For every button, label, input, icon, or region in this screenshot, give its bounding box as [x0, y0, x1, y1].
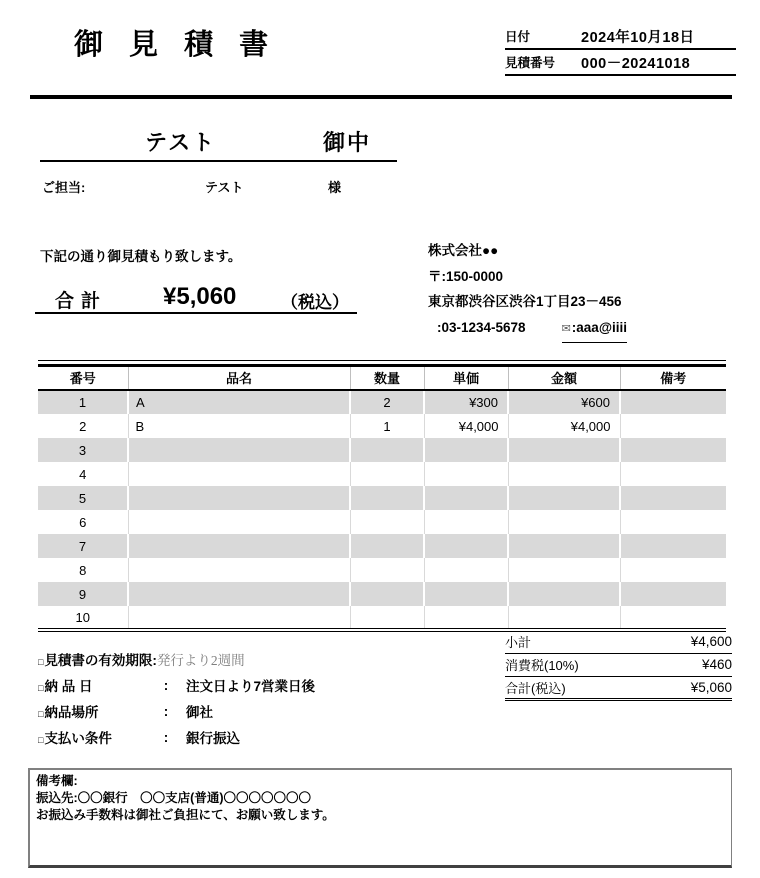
column-header: 単価 — [424, 365, 508, 390]
term-label-text: 支払い条件 — [44, 731, 112, 746]
table-row — [38, 390, 726, 414]
cell-name — [128, 438, 350, 462]
cell-qty — [350, 486, 424, 510]
cell-unit — [424, 582, 508, 606]
cell-qty: 1 — [350, 414, 424, 438]
estimate-number-label: 見積番号 — [505, 56, 556, 70]
cell-note — [620, 606, 726, 630]
cell-name — [128, 486, 350, 510]
cell-qty — [350, 534, 424, 558]
checkbox-square-icon: □ — [38, 735, 44, 745]
cell-unit: ¥4,000 — [424, 414, 508, 438]
cell-amount — [508, 486, 620, 510]
cell-note — [620, 414, 726, 438]
cell-name — [128, 534, 350, 558]
cell-qty — [350, 558, 424, 582]
cell-no: 5 — [38, 486, 128, 510]
cell-no: 9 — [38, 582, 128, 606]
table-row — [38, 510, 726, 534]
cell-amount — [508, 438, 620, 462]
cell-amount — [508, 510, 620, 534]
cell-name — [128, 558, 350, 582]
term-value: 銀行振込 — [186, 731, 240, 746]
term-label — [38, 675, 146, 695]
totals-row — [505, 677, 732, 701]
cell-qty — [350, 510, 424, 534]
term-label — [38, 701, 146, 721]
cell-unit — [424, 462, 508, 486]
cell-note — [620, 534, 726, 558]
cell-unit — [424, 606, 508, 630]
cell-unit: ¥300 — [424, 390, 508, 414]
table-row — [38, 486, 726, 510]
totals-value: ¥460 — [701, 657, 732, 673]
totals-label: 消費税(10%) — [505, 658, 579, 674]
term-label-text: 納品場所 — [44, 705, 99, 720]
cell-no: 3 — [38, 438, 128, 462]
cell-amount — [508, 534, 620, 558]
contact-label: ご担当: — [42, 180, 86, 195]
cell-unit — [424, 558, 508, 582]
cell-amount — [508, 462, 620, 486]
cell-name: B — [128, 414, 350, 438]
cell-note — [620, 462, 726, 486]
recipient-underline — [40, 160, 397, 162]
date-row — [505, 24, 736, 50]
issuer-block — [428, 238, 627, 343]
cell-no: 4 — [38, 462, 128, 486]
table-row — [38, 414, 726, 438]
cell-note — [620, 510, 726, 534]
cell-amount — [508, 582, 620, 606]
column-header: 金額 — [508, 365, 620, 390]
column-header: 番号 — [38, 365, 128, 390]
term-colon: : — [163, 703, 169, 719]
term-colon: : — [163, 729, 169, 745]
table-row — [38, 438, 726, 462]
cell-unit — [424, 510, 508, 534]
cell-note — [620, 438, 726, 462]
cell-no: 8 — [38, 558, 128, 582]
totals-row — [505, 654, 732, 678]
term-row — [38, 724, 315, 750]
term-value: 御社 — [186, 705, 213, 720]
cell-amount: ¥4,000 — [508, 414, 620, 438]
cell-no: 1 — [38, 390, 128, 414]
issuer-contact-row — [428, 315, 627, 344]
grand-total-tax-note: （税込） — [281, 293, 349, 312]
cell-unit — [424, 534, 508, 558]
term-label-text: 見積書の有効期限: — [44, 653, 157, 668]
contact-honorific: 様 — [328, 180, 342, 195]
totals-value: ¥5,060 — [690, 679, 732, 695]
terms-block — [38, 646, 315, 750]
cell-no: 2 — [38, 414, 128, 438]
term-row — [38, 672, 315, 698]
meta-box — [505, 24, 736, 76]
greeting-text: 下記の通り御見積もり致します。 — [40, 249, 242, 264]
items-table — [38, 364, 726, 633]
recipient-honorific: 御中 — [323, 130, 372, 155]
totals-label: 小計 — [505, 634, 532, 650]
remarks-line: 振込先:〇〇銀行 〇〇支店(普通)〇〇〇〇〇〇〇 — [36, 791, 311, 805]
cell-amount: ¥600 — [508, 390, 620, 414]
grand-total-underline — [35, 312, 357, 314]
cell-unit — [424, 486, 508, 510]
items-table-body — [38, 390, 726, 630]
cell-note — [620, 582, 726, 606]
column-header: 備考 — [620, 365, 726, 390]
grand-total-label: 合計 — [55, 291, 108, 312]
cell-name: A — [128, 390, 350, 414]
envelope-icon: ✉ — [561, 322, 571, 335]
header-divider — [30, 95, 732, 99]
items-table-header-row — [38, 365, 726, 390]
cell-unit — [424, 438, 508, 462]
cell-name — [128, 582, 350, 606]
remarks-box — [28, 768, 732, 868]
table-row — [38, 462, 726, 486]
recipient-company: テスト — [145, 130, 217, 155]
cell-note — [620, 390, 726, 414]
totals-value: ¥4,600 — [690, 633, 732, 649]
cell-qty — [350, 438, 424, 462]
cell-no: 6 — [38, 510, 128, 534]
date-label: 日付 — [505, 30, 531, 44]
date-value: 2024年10月18日 — [581, 29, 695, 46]
grand-total-amount: ¥5,060 — [163, 283, 237, 310]
issuer-email-link[interactable] — [562, 315, 627, 344]
checkbox-square-icon: □ — [38, 657, 44, 667]
items-table-wrap — [38, 360, 726, 632]
cell-qty — [350, 582, 424, 606]
term-value: 発行より2週間 — [156, 653, 245, 668]
table-row — [38, 606, 726, 630]
column-header: 品名 — [128, 365, 350, 390]
column-header: 数量 — [350, 365, 424, 390]
cell-no: 10 — [38, 606, 128, 630]
cell-no: 7 — [38, 534, 128, 558]
cell-qty — [350, 462, 424, 486]
cell-note — [620, 486, 726, 510]
cell-qty: 2 — [350, 390, 424, 414]
cell-name — [128, 606, 350, 630]
term-row — [38, 698, 315, 724]
table-row — [38, 534, 726, 558]
issuer-address: 東京都渋谷区渋谷1丁目23－456 — [428, 294, 622, 309]
term-value: 注文日より7営業日後 — [186, 679, 316, 694]
cell-qty — [350, 606, 424, 630]
issuer-phone: :03-1234-5678 — [437, 319, 526, 335]
estimate-number-row — [505, 50, 736, 76]
estimate-number-value: 000－20241018 — [581, 55, 691, 72]
page-title: 御 見 積 書 — [74, 29, 278, 61]
table-row — [38, 582, 726, 606]
term-label — [38, 649, 157, 669]
cell-name — [128, 510, 350, 534]
cell-note — [620, 558, 726, 582]
totals-block — [505, 630, 732, 701]
term-row — [38, 646, 315, 672]
term-label-text: 納 品 日 — [44, 679, 93, 694]
table-row — [38, 558, 726, 582]
issuer-postal: 〒:150-0000 — [428, 268, 504, 284]
totals-label: 合計(税込) — [505, 680, 566, 696]
cell-amount — [508, 606, 620, 630]
remarks-line: お振込み手数料は御社ご負担にて、お願い致します。 — [36, 808, 335, 822]
contact-name: テスト — [205, 180, 244, 195]
term-label — [38, 727, 146, 747]
issuer-email-text: :aaa@iiii — [571, 319, 627, 335]
cell-amount — [508, 558, 620, 582]
checkbox-square-icon: □ — [38, 683, 44, 693]
cell-name — [128, 462, 350, 486]
remarks-title: 備考欄: — [36, 774, 78, 788]
checkbox-square-icon: □ — [38, 709, 44, 719]
term-colon: : — [163, 677, 169, 693]
issuer-company: 株式会社●● — [428, 243, 499, 258]
totals-row — [505, 630, 732, 654]
